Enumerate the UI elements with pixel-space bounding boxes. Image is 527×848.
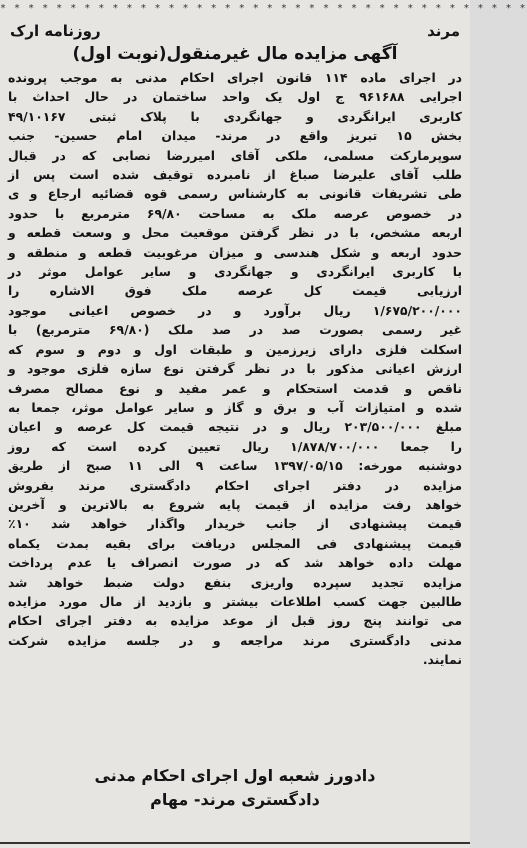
bottom-divider <box>0 834 470 844</box>
body-line: با کاربری ایرانگردی و جهانگردی و سایر عوامل موثر در <box>8 264 462 280</box>
body-line: مهلت داده خواهد شد که در صورت انصراف یا عدم پرداخت <box>8 555 462 571</box>
body-line: شده و امتیازات آب و برق و گاز و سایر عوامل موثر، جمعا به <box>8 399 462 415</box>
body-line: حدود اربعه و شکل هندسی و میزان مرغوبیت قطعه و منطقه و <box>8 244 462 260</box>
body-line: در اجرای ماده ۱۱۴ قانون اجرای احکام مدنی به موجب پرونده <box>8 70 462 85</box>
notice-title: آگهی مزایده مال غیرمنقول(نوبت اول) <box>72 44 398 64</box>
body-line: در خصوص عرصه ملک به مساحت ۶۹/۸۰ مترمربع با حدود <box>8 205 463 221</box>
body-line: غیر رسمی بصورت صد در صد ملک (۶۹/۸۰ مترمربع) با <box>8 322 462 338</box>
signature-line-2: دادگستری مرند- مهام <box>150 790 320 809</box>
body-line: اسکلت فلزی دارای زیرزمین و طبقات اول و دوم و سوم که <box>8 341 462 357</box>
body-line: ارزیابی قیمت کل عرصه ملک فوق الاشاره را <box>8 283 462 299</box>
body-line: سوپرمارکت مسلمی، ملکی آقای امیررضا نصابی که در قبال <box>8 147 462 163</box>
body-line: مبلغ ۲۰۳/۵۰۰/۰۰۰ ریال و در نتیجه قیمت کل عرصه و اعیان <box>8 419 462 435</box>
body-line: مدنی دادگستری مرند مراجعه و در جلسه مزایده شرکت <box>8 632 462 648</box>
body-line: بخش ۱۵ تبریز واقع در مرند- میدان امام حسین- جنب <box>8 128 462 144</box>
signature-line-1: دادورز شعبه اول اجرای احکام مدنی <box>94 766 376 785</box>
body-line: مزایده تجدید سپرده واریزی بنفع دولت ضبط خواهد شد <box>8 574 462 590</box>
body-line: می توانند پنج روز قبل از موعد مزایده به دفتر اجرای احکام <box>8 613 462 629</box>
notice-body <box>8 68 462 670</box>
body-line: ۱/۶۷۵/۲۰۰/۰۰۰ ریال برآورد و در خصوص اعیانی موجود <box>8 302 462 318</box>
star-divider: * * * * * * * * * * * * * * * * * * * * * * * * * * * * * * * * * * * * * * <box>0 3 527 14</box>
newspaper-name: روزنامه ارک <box>10 22 101 40</box>
masthead <box>10 20 460 42</box>
body-line: طالبین جهت کسب اطلاعات بیشتر و بازدید از مال مورد مزایده <box>8 593 462 609</box>
body-line: قیمت پیشنهادی فی المجلس دریافت برای بقیه بمدت یکماه <box>8 535 462 551</box>
body-line: ناقص و قدمت استحکام و عمر مفید و نوع مصالح مصرف <box>8 380 462 396</box>
body-line: اجرایی ۹۶۱۶۸۸ ج اول یک واحد ساختمان در حال احداث با <box>8 89 462 105</box>
body-line: دوشنبه مورخه: ۱۳۹۷/۰۵/۱۵ ساعت ۹ الی ۱۱ صبح از طریق <box>8 458 462 474</box>
body-line: اربعه مشخص، با در نظر گرفتن موقعیت محل و وسعت قطعه و <box>8 225 462 241</box>
signature-block <box>6 764 464 812</box>
body-line: کاربری ایرانگردی و جهانگردی با پلاک ثبتی ۴۹/۱۰۱۶۷ <box>8 108 462 124</box>
city-name: مرند <box>427 22 460 40</box>
body-line: نمایند. <box>422 652 462 668</box>
body-line: خواهد رفت مزایده از قیمت پایه شروع به بالاترین و آخرین <box>8 496 462 512</box>
body-line: ارزش اعیانی مذکور با در نظر گرفتن نوع سازه فلزی موجود و <box>8 361 462 377</box>
body-line: مزایده در دفتر اجرای احکام دادگستری مرند بفروش <box>8 477 462 493</box>
body-line: طی تشریفات قانونی به کارشناس رسمی قوه قضائیه ارجاع و ی <box>8 186 462 202</box>
body-line: طلب آقای علیرضا صباغ از نامبرده توقیف شده است پس از <box>8 167 462 183</box>
body-line: را جمعا ۱/۸۷۸/۷۰۰/۰۰۰ ریال تعیین کرده است که روز <box>8 438 462 454</box>
body-line: قیمت پیشنهادی از جانب خریدار واگذار خواهد شد ۱۰٪ <box>8 516 462 532</box>
